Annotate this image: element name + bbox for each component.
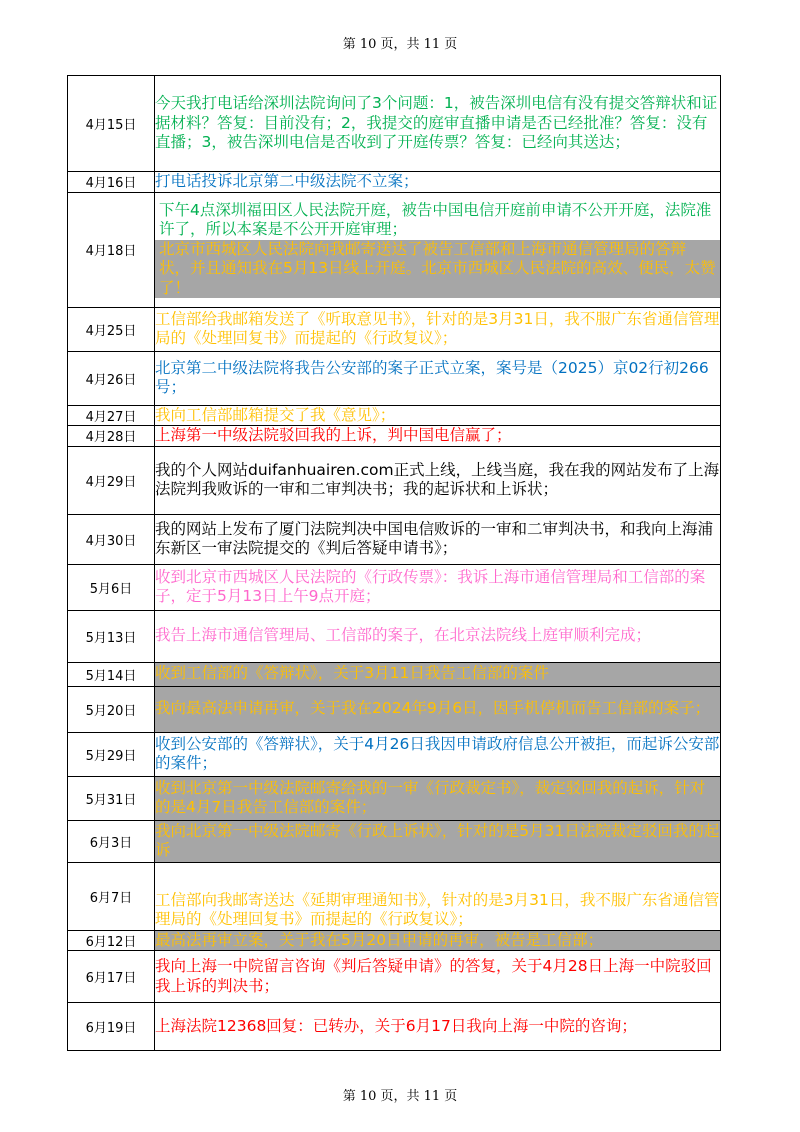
- date-cell: 4月30日: [68, 514, 155, 564]
- date-cell: 4月26日: [68, 351, 155, 405]
- table-row: [68, 610, 721, 662]
- date-cell: 4月25日: [68, 307, 155, 351]
- event-cell: 工信部向我邮寄送达《延期审理通知书》，针对的是3月31日，我不服广东省通信管理局的《处理回复书》而提起的《行政复议》；: [155, 862, 721, 930]
- event-cell: 打电话投诉北京第二中级法院不立案；: [155, 172, 721, 193]
- date-cell: 4月27日: [68, 405, 155, 426]
- table-row: [68, 820, 721, 862]
- date-cell: 4月28日: [68, 426, 155, 447]
- event-cell: [155, 192, 721, 307]
- event-cell: 我向北京第一中级法院邮寄《行政上诉状》，针对的是5月31日法院裁定驳回我的起诉: [155, 820, 721, 862]
- event-cell: 收到北京市西城区人民法院的《行政传票》：我诉上海市通信管理局和工信部的案子，定于5月13日上午9点开庭；: [155, 564, 721, 610]
- date-cell: 6月12日: [68, 930, 155, 951]
- event-cell: 北京第二中级法院将我告公安部的案子正式立案，案号是（2025）京02行初266号；: [155, 351, 721, 405]
- event-cell: 收到工信部的《答辩状》，关于3月11日我告工信部的案件: [155, 662, 721, 686]
- table-row: [68, 76, 721, 172]
- event-cell: 我的个人网站duifanhuairen.com正式上线，上线当庭，我在我的网站发布了上海法院判我败诉的一审和二审判决书；我的起诉状和上诉状；: [155, 446, 721, 514]
- table-row: [68, 426, 721, 447]
- date-cell: 6月17日: [68, 951, 155, 1003]
- table-row: [68, 776, 721, 820]
- table-row: [68, 192, 721, 307]
- table-row: [68, 862, 721, 930]
- event-cell: 今天我打电话给深圳法院询问了3个问题：1，被告深圳电信有没有提交答辩状和证据材料？答复：目前没有；2，我提交的庭审直播申请是否已经批准？答复：没有直播；3，被告深圳电信是否收到了开庭传票？答复：已经向其送达；: [155, 76, 721, 172]
- date-cell: 6月19日: [68, 1003, 155, 1051]
- date-cell: 6月3日: [68, 820, 155, 862]
- table-row: [68, 564, 721, 610]
- event-text-part-1: 下午4点深圳福田区人民法院开庭，被告中国电信开庭前申请不公开开庭，法院准许了，所以本案是不公开开庭审理；: [159, 200, 712, 239]
- table-row: [68, 172, 721, 193]
- event-cell: 我向工信部邮箱提交了我《意见》；: [155, 405, 721, 426]
- date-cell: 4月15日: [68, 76, 155, 172]
- page-footer: 第 10 页，共 11 页: [342, 1089, 458, 1104]
- table-row: [68, 405, 721, 426]
- date-cell: 5月14日: [68, 662, 155, 686]
- date-cell: 5月6日: [68, 564, 155, 610]
- date-cell: 4月29日: [68, 446, 155, 514]
- table-row: [68, 307, 721, 351]
- date-cell: 5月29日: [68, 732, 155, 776]
- date-cell: 5月13日: [68, 610, 155, 662]
- date-cell: 6月7日: [68, 862, 155, 930]
- table-row: [68, 662, 721, 686]
- table-row: [68, 1003, 721, 1051]
- event-cell: 我告上海市通信管理局、工信部的案子，在北京法院线上庭审顺利完成；: [155, 610, 721, 662]
- table-row: [68, 686, 721, 732]
- event-cell: 我向最高法申请再审，关于我在2024年9月6日，因手机停机而告工信部的案子；: [155, 686, 721, 732]
- table-row: [68, 514, 721, 564]
- event-log-table: [67, 75, 721, 1051]
- table-row: [68, 930, 721, 951]
- table-row: [68, 951, 721, 1003]
- event-text-part-2: 北京市西城区人民法院向我邮寄送达了被告工信部和上海市通信管理局的答辩状，并且通知我在5月13日线上开庭。北京市西城区人民法院的高效、便民，太赞了！: [155, 240, 720, 299]
- table-row: [68, 446, 721, 514]
- date-cell: 5月31日: [68, 776, 155, 820]
- date-cell: 4月18日: [68, 192, 155, 307]
- page-header: 第 10 页，共 11 页: [342, 37, 458, 52]
- event-cell: 收到北京第一中级法院邮寄给我的一审《行政裁定书》，裁定驳回我的起诉，针对的是4月7日我告工信部的案件；: [155, 776, 721, 820]
- event-cell: 上海法院12368回复：已转办，关于6月17日我向上海一中院的咨询；: [155, 1003, 721, 1051]
- table-row: [68, 732, 721, 776]
- event-cell: 上海第一中级法院驳回我的上诉，判中国电信赢了；: [155, 426, 721, 447]
- table-row: [68, 351, 721, 405]
- event-cell: 工信部给我邮箱发送了《听取意见书》，针对的是3月31日，我不服广东省通信管理局的《处理回复书》而提起的《行政复议》；: [155, 307, 721, 351]
- date-cell: 5月20日: [68, 686, 155, 732]
- event-cell: 最高法再审立案，关于我在5月20日申请的再审，被告是工信部；: [155, 930, 721, 951]
- date-cell: 4月16日: [68, 172, 155, 193]
- event-cell: 收到公安部的《答辩状》，关于4月26日我因申请政府信息公开被拒，而起诉公安部的案件；: [155, 732, 721, 776]
- event-cell: 我的网站上发布了厦门法院判决中国电信败诉的一审和二审判决书，和我向上海浦东新区一审法院提交的《判后答疑申请书》；: [155, 514, 721, 564]
- event-cell: 我向上海一中院留言咨询《判后答疑申请》的答复，关于4月28日上海一中院驳回我上诉的判决书；: [155, 951, 721, 1003]
